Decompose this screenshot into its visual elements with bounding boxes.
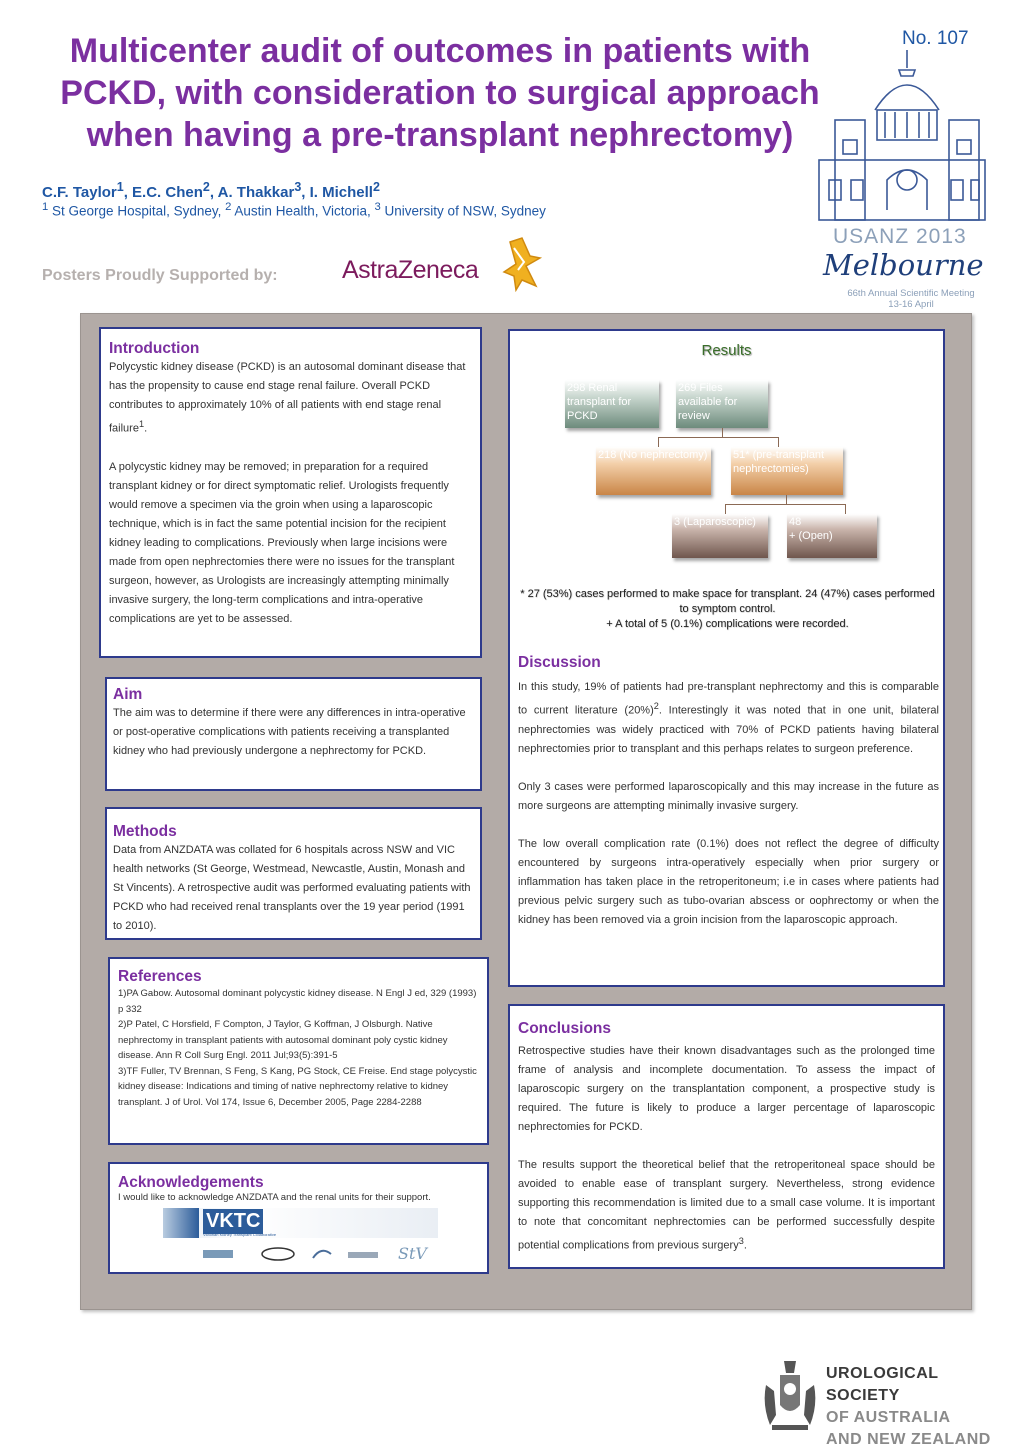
vktc-logo-subtext: Victorian Kidney Transplant Collaborative [203, 1232, 277, 1237]
reference-item: 3)TF Fuller, TV Brennan, S Feng, S Kang, PG Stock, CE Freise. End stage polycystic kidney disease: Indications and timing of native nephrectomy relative to kidney transplant. J of Urol. Vol 174, Issue 6, December 2005, Page 2284-2288 [118, 1065, 477, 1108]
vktc-logo [163, 1208, 438, 1264]
discussion-heading: Discussion [518, 654, 601, 671]
affiliation: University of NSW, Sydney [384, 203, 546, 219]
reference-item: 1)PA Gabow. Autosomal dominant polycystic kidney disease. N Engl J ed, 329 (1993) p 332 [118, 988, 477, 1015]
results-discussion-section [508, 329, 945, 987]
exhibition-building-icon [815, 50, 990, 225]
section-heading: References [118, 968, 202, 985]
title-line-2: PCKD, with consideration to surgical approach [60, 74, 820, 112]
flow-box-laparoscopic: 3 (Laparoscopic) [672, 514, 768, 558]
section-heading: Acknowledgements [118, 1174, 264, 1191]
author-list: C.F. Taylor$^1$, E.C. Chen$^2$, A. Thakkar$^3$, I. Michell$^2$ [42, 180, 380, 201]
astrazeneca-logo [342, 236, 542, 292]
section-heading: Aim [113, 686, 143, 703]
acknowledgements-text: I would like to acknowledge ANZDATA and the renal units for their support. [118, 1192, 431, 1203]
connector-line [778, 437, 779, 447]
vktc-logo-text: VKTC [203, 1209, 263, 1234]
author-name: C.F. Taylor [42, 184, 117, 201]
methods-text: Data from ANZDATA was collated for 6 hospitals across NSW and VIC health networks (St George, Westmead, Newcastle, Austin, Monash and St Vincents). A retrospective audit was performed evaluating patients with PCKD who had received renal transplants over the 19 year period (1991 to 2010). [113, 844, 471, 932]
title-line-1: Multicenter audit of outcomes in patients with [69, 32, 811, 70]
flow-box-open: 48 + (Open) [787, 514, 877, 558]
sponsor-name: AstraZeneca [342, 256, 479, 284]
introduction-section [99, 327, 482, 658]
flow-box-renal-transplant: 298 Renal transplant for PCKD [565, 380, 659, 428]
aim-text: The aim was to determine if there were any differences in intra-operative or post-operative complications with patients receiving a transplanted kidney who had previously undergone a nephrectomy for PCKD. [113, 707, 466, 757]
flow-box-files-available: 269 Files available for review [676, 380, 768, 428]
author-name: E.C. Chen [132, 184, 203, 201]
poster-title [40, 30, 840, 156]
society-crest-icon [760, 1355, 820, 1435]
conclusions-section [508, 1004, 945, 1269]
conclusions-text: Retrospective studies have their known disadvantages such as the prolonged time frame of analysis and incomplete documentation. To assess the impact of laparoscopic surgery on the transplantation component, a prospective study is required. The future is likely to produce a larger percentage of laparoscopic nephrectomies for PCKD. The results support the theoretical belief that the retroperitoneal space should be avoided to enable ease of transplant surgery. Nevertheless, strong evidence supporting this recommendation is limited due to a small case volume. It is important to note that concomitant nephrectomies can be performed successfully despite potential complications from previous surgery$^3$. [518, 1045, 935, 1252]
section-heading: Conclusions [518, 1020, 612, 1037]
reference-item: 2)P Patel, C Horsfield, F Compton, J Taylor, G Koffman, J Olsburgh. Native nephrectomy in transplant patients with autosomal dominant poly cystic kidney disease. Ann R Coll Surg Engl. 2011 Jul;93(5):391-5 [118, 1019, 448, 1061]
connector-line [725, 504, 726, 514]
connector-line [786, 495, 787, 504]
flow-box-no-nephrectomy: 218 (No nephrectomy) [596, 447, 711, 495]
title-line-3: when having a pre-transplant nephrectomy) [86, 116, 794, 154]
society-name: UROLOGICAL SOCIETY OF AUSTRALIA AND NEW ZEALAND [826, 1365, 991, 1448]
conference-meeting: 66th Annual Scientific Meeting 13-16 April [847, 288, 975, 310]
connector-line [658, 437, 659, 447]
usanz-2013-logo [815, 50, 990, 315]
references-section [108, 957, 489, 1145]
author-name: I. Michell [309, 184, 373, 201]
affiliation: Austin Health, Victoria, [234, 203, 371, 219]
usanz-society-logo [760, 1355, 1000, 1448]
references-list [118, 986, 479, 1110]
methods-section [105, 807, 482, 940]
discussion-text: In this study, 19% of patients had pre-transplant nephrectomy and this is comparable to current literature $(20\%)^2$. Interestingly it was noted that in one unit, bilateral nephrectomies was widely practiced with 70% of PCKD patients having bilateral nephrectomies prior to transplant and this perhaps relates to surgeon preference. Only 3 cases were performed laparoscopically and this may increase in the future as more surgeons are attempting minimally invasive surgery. The low overall complication rate (0.1%) does not reflect the degree of difficulty encountered by surgeons intra-operatively especially when prior surgery or inflammation has taken place in the retroperitoneum; i.e in cases where patients had previous pelvic surgery such as tubo-ovarian abscess or oophrectomy or when the kidney has been removed via a groin incision from the laparoscopic approach. [518, 681, 939, 926]
author-name: A. Thakkar [217, 184, 295, 201]
section-heading: Methods [113, 823, 177, 840]
connector-line [845, 504, 846, 514]
conference-city: Melbourne [823, 248, 984, 282]
svg-text:StV: StV [398, 1244, 427, 1263]
connector-line [722, 428, 723, 437]
astrazeneca-symbol-icon [500, 236, 544, 292]
results-heading: Results [701, 342, 752, 359]
partner-logos-icon [163, 1242, 438, 1264]
affiliation: St George Hospital, Sydney, [52, 203, 222, 219]
affiliations: $^1$ St George Hospital, Sydney, $^2$ Austin Health, Victoria, $^3$ University of NSW, Sydney [42, 201, 546, 219]
connector-line [658, 437, 778, 438]
flow-box-pre-transplant: 51* (pre-transplant nephrectomies) [731, 447, 843, 495]
poster-number: No. 107 [902, 28, 969, 49]
introduction-text: Polycystic kidney disease (PCKD) is an autosomal dominant disease that has the propensity to cause end stage renal failure. Overall PCKD contributes to approximately 10% of all patients with end stage renal failure$^1$. A polycystic kidney may be removed; in preparation for a required transplant kidney or for direct symptomatic relief. Urologists frequently would remove a specimen via the groin when using a laparoscopic technique, which is in fact the same potential incision for the recipient kidney leading to complications. Previously when large incisions were made from open nephrectomies there were no issues for the transplant surgeon, however, as Urologists are increasingly attempting minimally invasive surgery, the long-term complications and intra-operative complications are yet to be assessed. [109, 361, 466, 625]
connector-line [725, 504, 845, 505]
section-heading: Introduction [109, 340, 200, 357]
aim-section [105, 677, 482, 791]
support-label: Posters Proudly Supported by: [42, 267, 278, 284]
results-footnote: * 27 (53%) cases performed to make space for transplant. 24 (47%) cases performed to symptom control. + A total of 5 (0.1%) complications were recorded. [520, 588, 935, 630]
conference-name: USANZ 2013 [833, 225, 967, 248]
